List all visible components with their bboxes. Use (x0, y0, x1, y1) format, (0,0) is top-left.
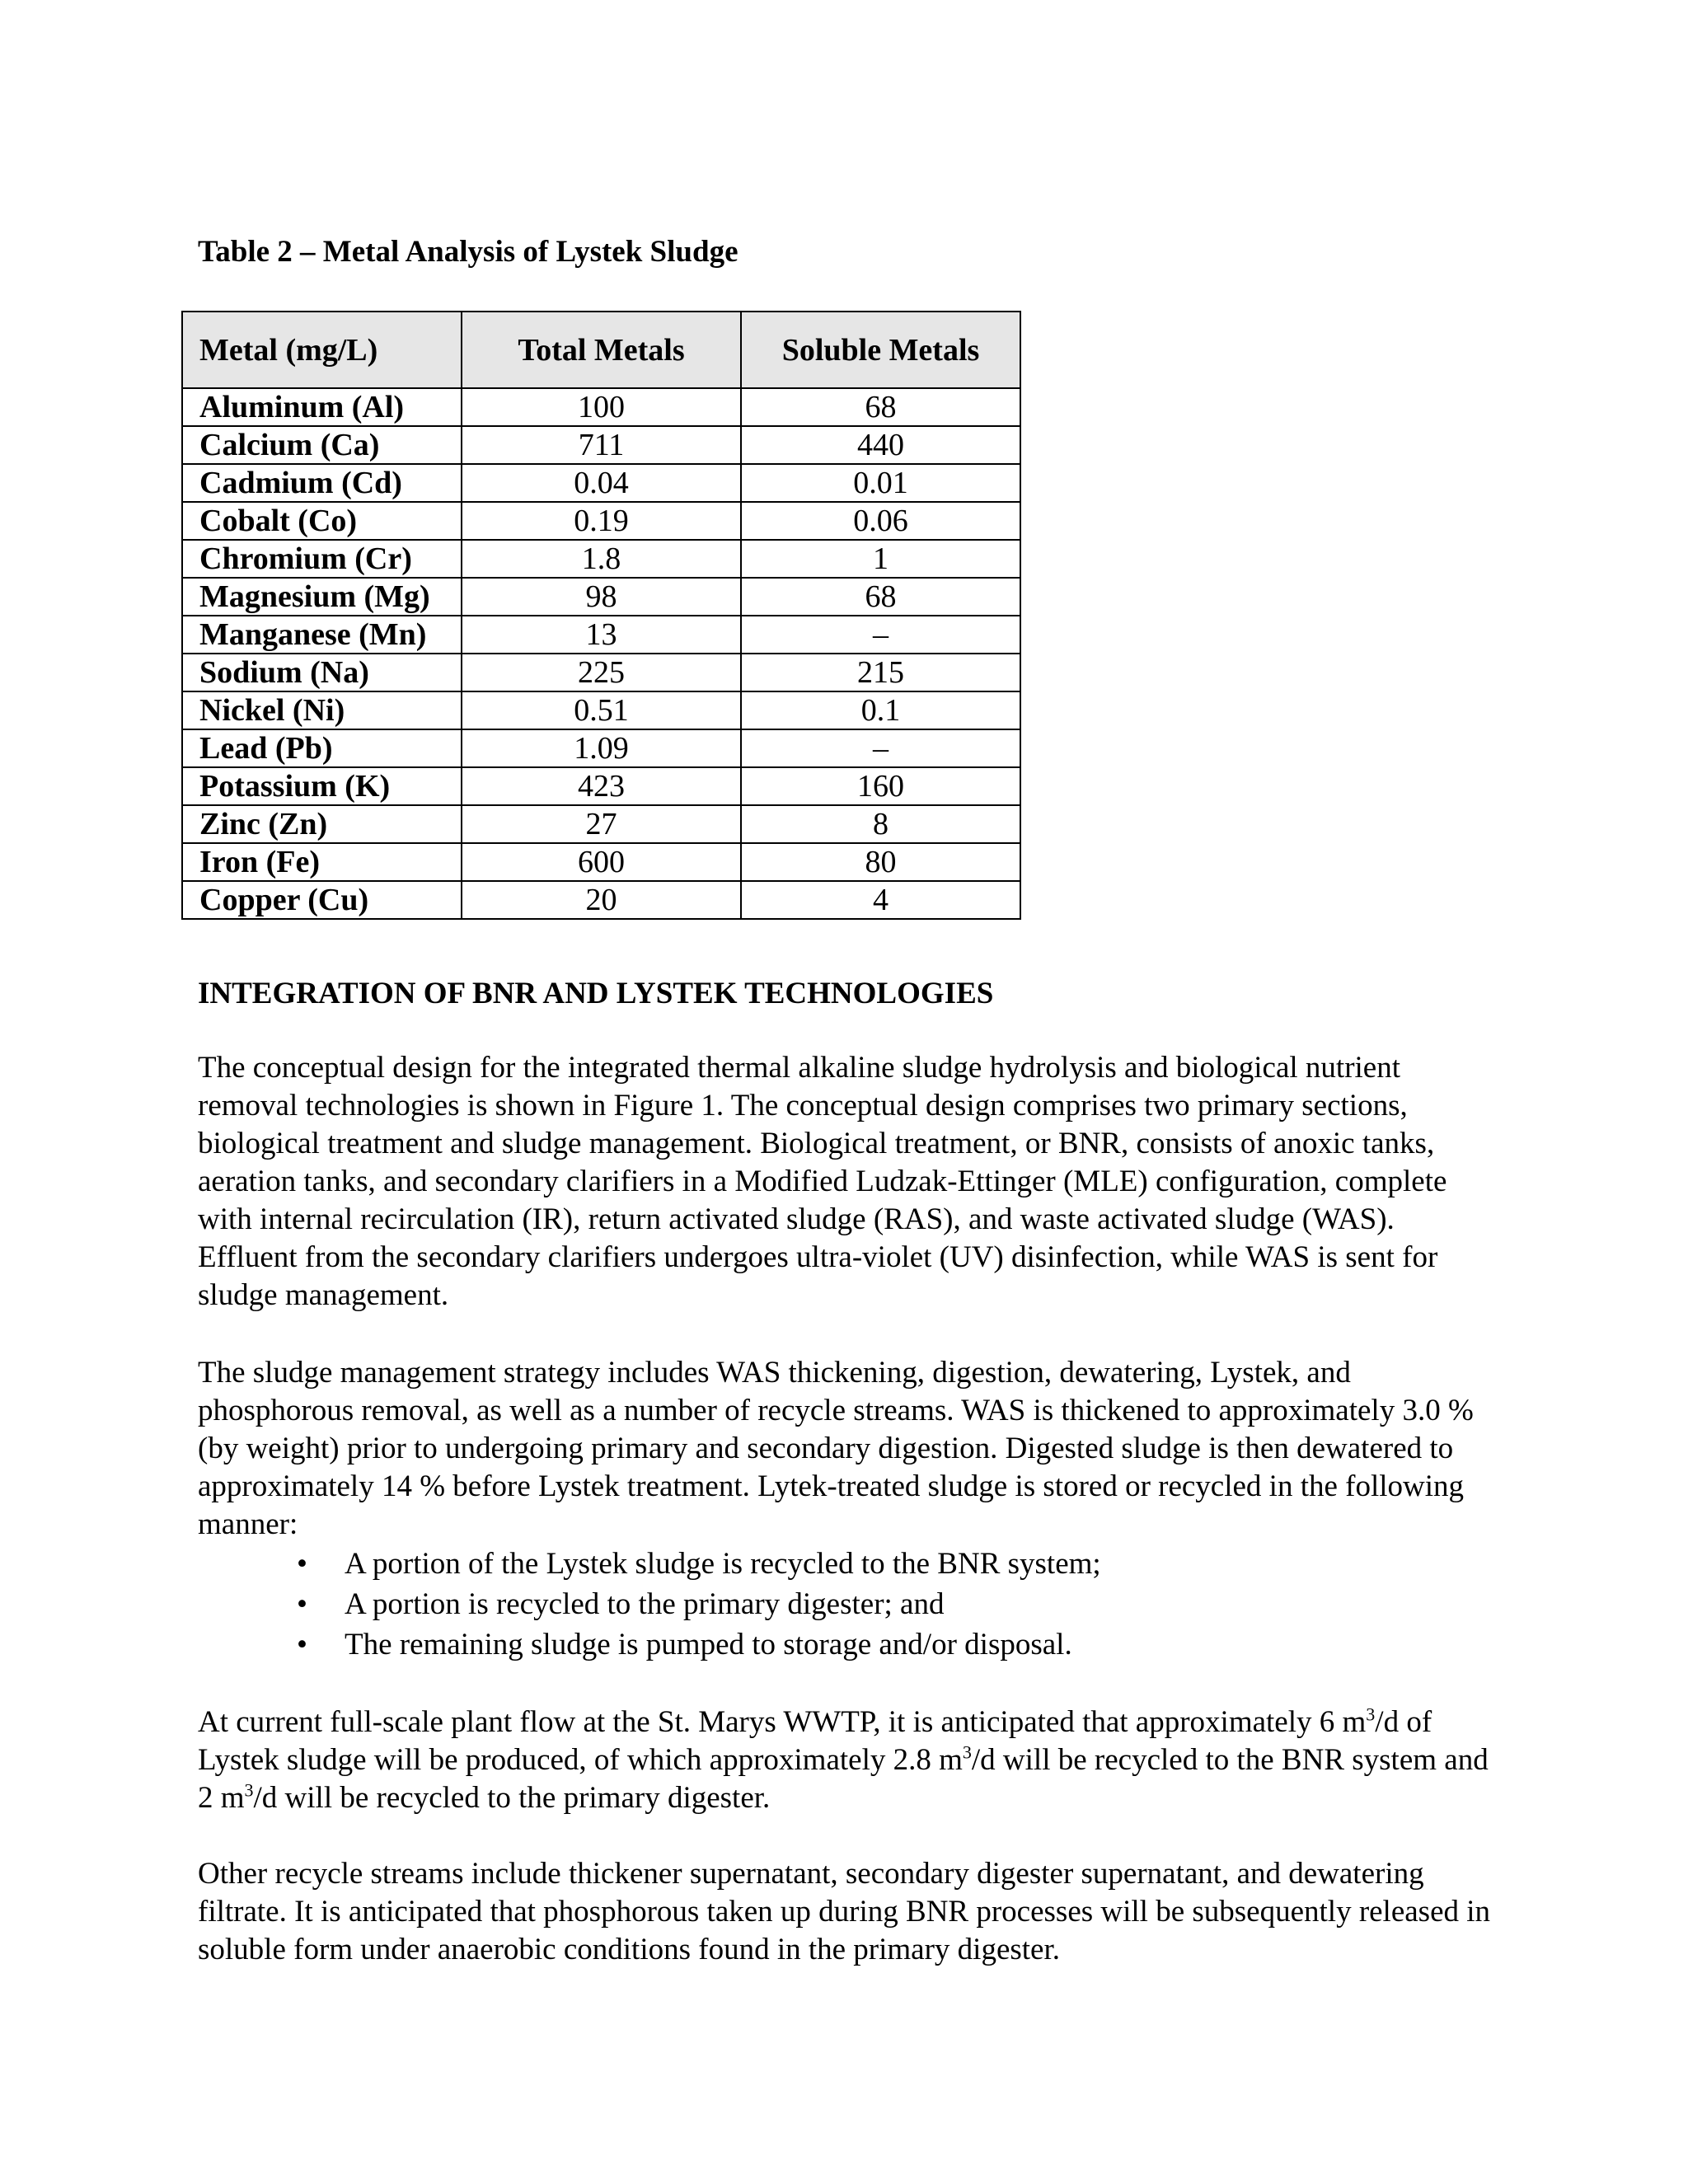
bullet-icon: • (297, 1547, 307, 1581)
table-row (182, 464, 1020, 502)
table-row (182, 388, 1020, 426)
cell-metal: Iron (Fe) (182, 843, 462, 881)
cell-total: 98 (462, 578, 741, 616)
cell-total: 27 (462, 805, 741, 843)
list-item-text: The remaining sludge is pumped to storage and/or disposal. (345, 1628, 1072, 1661)
cell-metal: Nickel (Ni) (182, 691, 462, 729)
table-row (182, 502, 1020, 540)
cell-total: 423 (462, 767, 741, 805)
header-soluble-metals: Soluble Metals (741, 312, 1020, 388)
cell-soluble: 68 (741, 578, 1020, 616)
cell-total: 600 (462, 843, 741, 881)
cell-soluble: 80 (741, 843, 1020, 881)
table-caption: Table 2 – Metal Analysis of Lystek Sludge (198, 235, 738, 269)
table-row (182, 767, 1020, 805)
text-run: /d will be recycled to the primary digester. (253, 1781, 771, 1815)
cell-soluble: 1 (741, 540, 1020, 578)
cell-soluble: – (741, 729, 1020, 767)
list-item (297, 1544, 1492, 1584)
cell-total: 13 (462, 616, 741, 654)
table-row (182, 654, 1020, 691)
cell-metal: Cadmium (Cd) (182, 464, 462, 502)
cell-total: 0.19 (462, 502, 741, 540)
header-metal: Metal (mg/L) (182, 312, 462, 388)
table-row (182, 616, 1020, 654)
cell-metal: Zinc (Zn) (182, 805, 462, 843)
list-item-text: A portion is recycled to the primary digester; and (345, 1587, 945, 1621)
cell-metal: Cobalt (Co) (182, 502, 462, 540)
cell-total: 0.04 (462, 464, 741, 502)
paragraph-recycle-streams: Other recycle streams include thickener supernatant, secondary digester supernatant, and dewatering filtrate. It is anticipated that phosphorous taken up during BNR processes will be subsequently released in soluble form under anaerobic conditions found in the primary digester. (198, 1857, 1491, 1966)
paragraph-plant-flow (198, 1704, 1492, 1817)
cell-soluble: 0.01 (741, 464, 1020, 502)
cell-total: 0.51 (462, 691, 741, 729)
paragraph-bnr-design: The conceptual design for the integrated thermal alkaline sludge hydrolysis and biological nutrient removal technologies is shown in Figure 1. The conceptual design comprises two primary sections, biological treatment and sludge management. Biological treatment, or BNR, consists of anoxic tanks, aeration tanks, and secondary clarifiers in a Modified Ludzak-Ettinger (MLE) configuration, complete with internal recirculation (IR), return activated sludge (RAS), and waste activated sludge (WAS). Effluent from the secondary clarifiers undergoes ultra-violet (UV) disinfection, while WAS is sent for sludge management. (198, 1051, 1447, 1312)
superscript: 3 (244, 1779, 254, 1801)
table-row (182, 426, 1020, 464)
text-run: At current full-scale plant flow at the St. Marys WWTP, it is anticipated that approximately 6 m (198, 1705, 1367, 1739)
cell-metal: Sodium (Na) (182, 654, 462, 691)
cell-total: 1.8 (462, 540, 741, 578)
cell-soluble: 8 (741, 805, 1020, 843)
cell-metal: Potassium (K) (182, 767, 462, 805)
table-row (182, 540, 1020, 578)
list-item (297, 1584, 1492, 1624)
cell-soluble: 215 (741, 654, 1020, 691)
section-heading: INTEGRATION OF BNR AND LYSTEK TECHNOLOGIES (198, 977, 994, 1010)
table-row (182, 578, 1020, 616)
cell-metal: Aluminum (Al) (182, 388, 462, 426)
bullet-icon: • (297, 1587, 307, 1621)
cell-metal: Copper (Cu) (182, 881, 462, 919)
table-row (182, 881, 1020, 919)
text-run: /d will be recycled to the BNR system and 2 m (198, 1743, 1489, 1815)
cell-metal: Magnesium (Mg) (182, 578, 462, 616)
cell-total: 100 (462, 388, 741, 426)
cell-soluble: 160 (741, 767, 1020, 805)
superscript: 3 (1366, 1704, 1376, 1725)
cell-metal: Chromium (Cr) (182, 540, 462, 578)
cell-total: 225 (462, 654, 741, 691)
cell-metal: Manganese (Mn) (182, 616, 462, 654)
superscript: 3 (962, 1741, 972, 1763)
table-header-row (182, 312, 1020, 388)
table-row (182, 729, 1020, 767)
cell-metal: Lead (Pb) (182, 729, 462, 767)
cell-soluble: 440 (741, 426, 1020, 464)
bullet-icon: • (297, 1628, 307, 1661)
cell-soluble: 0.06 (741, 502, 1020, 540)
metal-analysis-table (181, 311, 1021, 920)
cell-total: 20 (462, 881, 741, 919)
cell-soluble: 4 (741, 881, 1020, 919)
table-row (182, 691, 1020, 729)
cell-total: 711 (462, 426, 741, 464)
cell-soluble: – (741, 616, 1020, 654)
table-row (182, 843, 1020, 881)
cell-total: 1.09 (462, 729, 741, 767)
cell-metal: Calcium (Ca) (182, 426, 462, 464)
cell-soluble: 0.1 (741, 691, 1020, 729)
list-item (297, 1624, 1492, 1665)
text-run: /d of Lystek sludge will be produced, of which approximately 2.8 m (198, 1705, 1432, 1777)
recycle-bullet-list (297, 1544, 1492, 1665)
header-total-metals: Total Metals (462, 312, 741, 388)
paragraph-sludge-management: The sludge management strategy includes WAS thickening, digestion, dewatering, Lystek, and phosphorous removal, as well as a number of recycle streams. WAS is thickened to approximately 3.0 % (by weight) prior to undergoing primary and secondary digestion. Digested sludge is then dewatered to approximately 14 % before Lystek treatment. Lytek-treated sludge is stored or recycled in the following manner: (198, 1356, 1474, 1541)
table-row (182, 805, 1020, 843)
list-item-text: A portion of the Lystek sludge is recycled to the BNR system; (345, 1547, 1101, 1581)
cell-soluble: 68 (741, 388, 1020, 426)
